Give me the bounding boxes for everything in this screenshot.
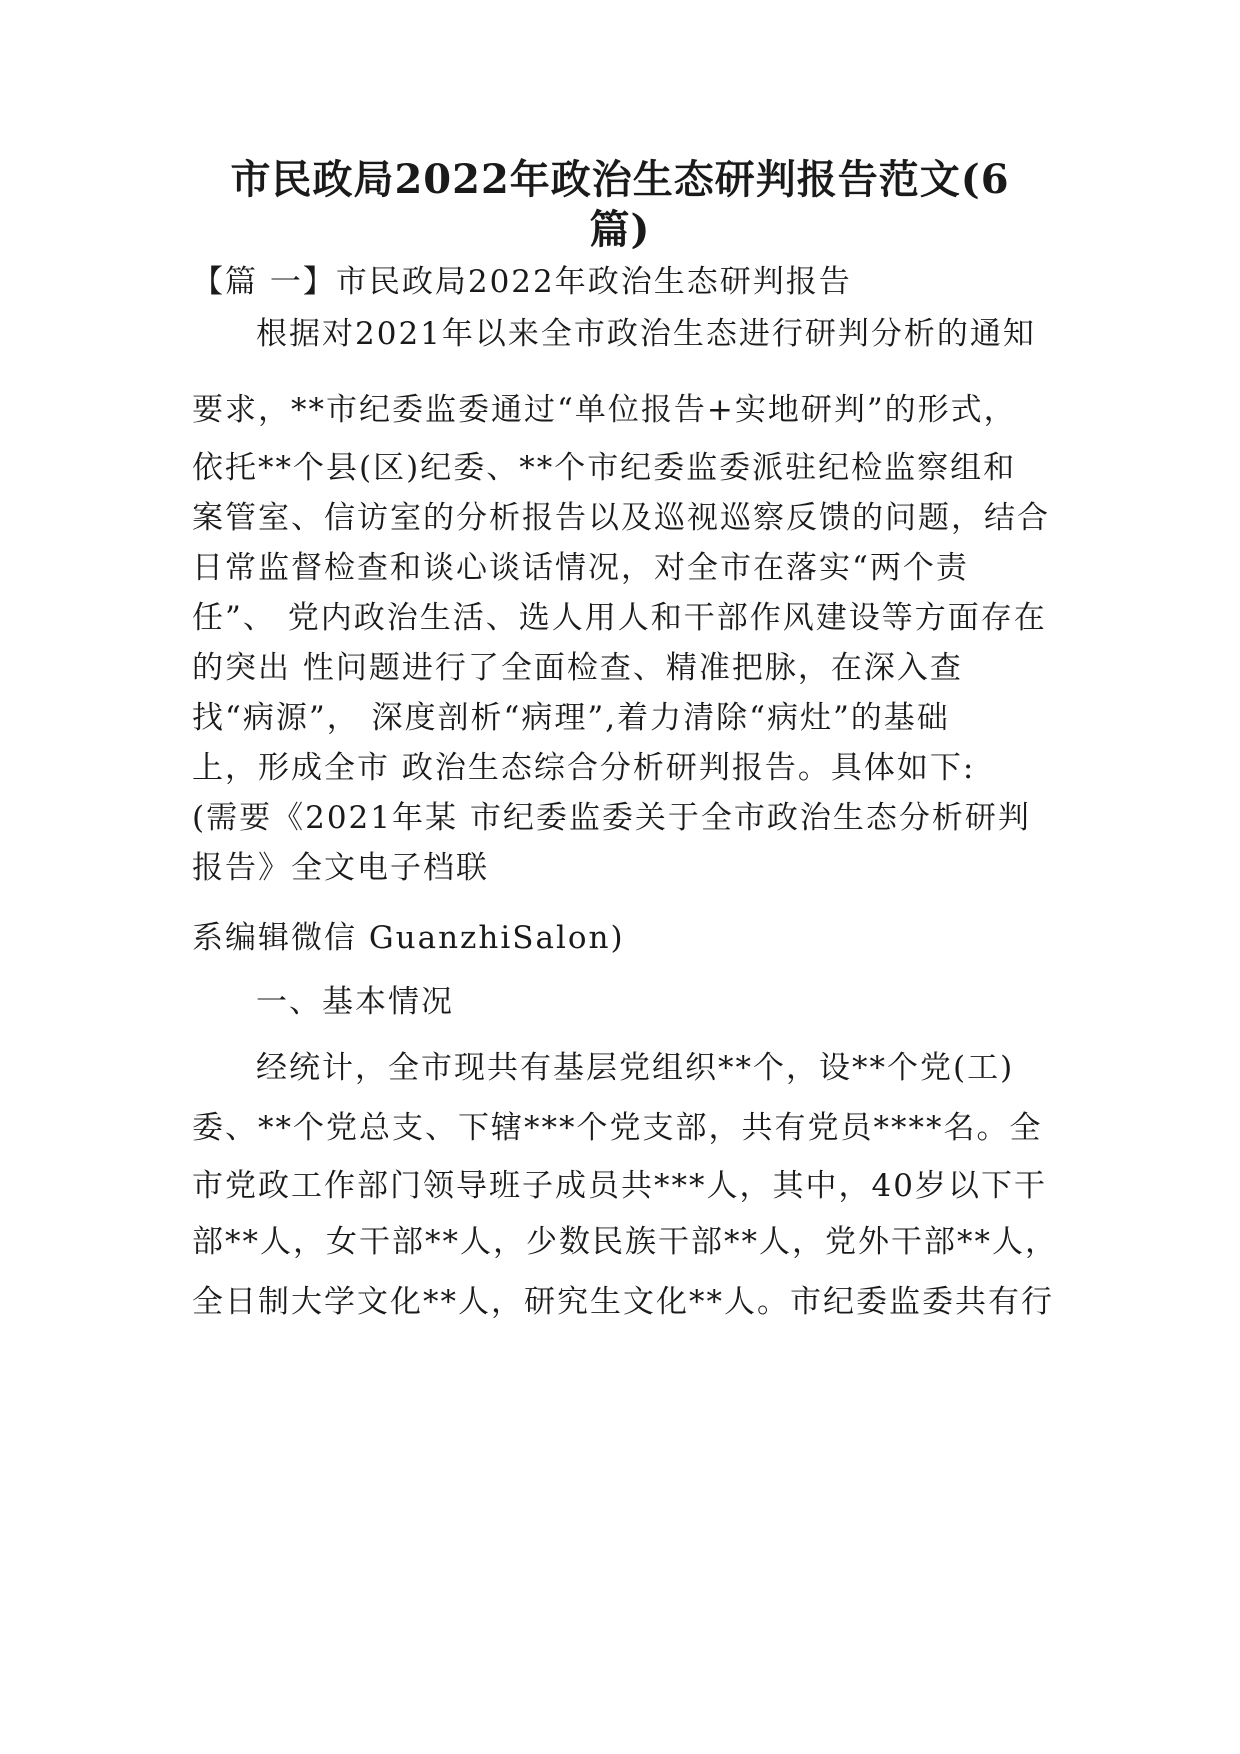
section-heading-part-one: 【篇 一】市民政局2022年政治生态研判报告 bbox=[192, 264, 852, 300]
document-title-line-2: 篇) bbox=[589, 206, 651, 253]
body-line: 委、**个党总支、下辖***个党支部，共有党员****名。全 bbox=[192, 1110, 1043, 1146]
body-line: 的突出 性问题进行了全面检查、精准把脉，在深入查 bbox=[192, 650, 963, 686]
body-line: 根据对2021年以来全市政治生态进行研判分析的通知 bbox=[256, 316, 1036, 352]
body-line: 任”、 党内政治生活、选人用人和干部作风建设等方面存在 bbox=[192, 600, 1047, 636]
body-line: 要求，**市纪委监委通过“单位报告+实地研判”的形式， bbox=[192, 392, 1017, 428]
body-line: 日常监督检查和谈心谈话情况，对全市在落实“两个责 bbox=[192, 550, 969, 586]
section-heading-basic-situation: 一、基本情况 bbox=[256, 984, 454, 1020]
body-line: 市党政工作部门领导班子成员共***人，其中，40岁以下干 bbox=[192, 1168, 1047, 1204]
body-line: 全日制大学文化**人，研究生文化**人。市纪委监委共有行 bbox=[192, 1284, 1054, 1320]
body-line: (需要《2021年某 市纪委监委关于全市政治生态分析研判 bbox=[192, 800, 1031, 836]
body-line: 找“病源”， 深度剖析“病理”,着力清除“病灶”的基础 bbox=[192, 700, 950, 736]
body-line: 上，形成全市 政治生态综合分析研判报告。具体如下: bbox=[192, 750, 976, 786]
body-line: 案管室、信访室的分析报告以及巡视巡察反馈的问题，结合 bbox=[192, 500, 1050, 536]
body-line: 部**人，女干部**人，少数民族干部**人，党外干部**人， bbox=[192, 1224, 1058, 1260]
body-line: 报告》全文电子档联 bbox=[192, 850, 489, 886]
document-title-line-1: 市民政局2022年政治生态研判报告范文(6 bbox=[230, 156, 1010, 203]
body-line: 依托**个县(区)纪委、**个市纪委监委派驻纪检监察组和 bbox=[192, 450, 1017, 486]
body-line: 经统计，全市现共有基层党组织**个，设**个党(工) bbox=[256, 1050, 1015, 1086]
body-line: 系编辑微信 GuanzhiSalon) bbox=[192, 920, 625, 956]
